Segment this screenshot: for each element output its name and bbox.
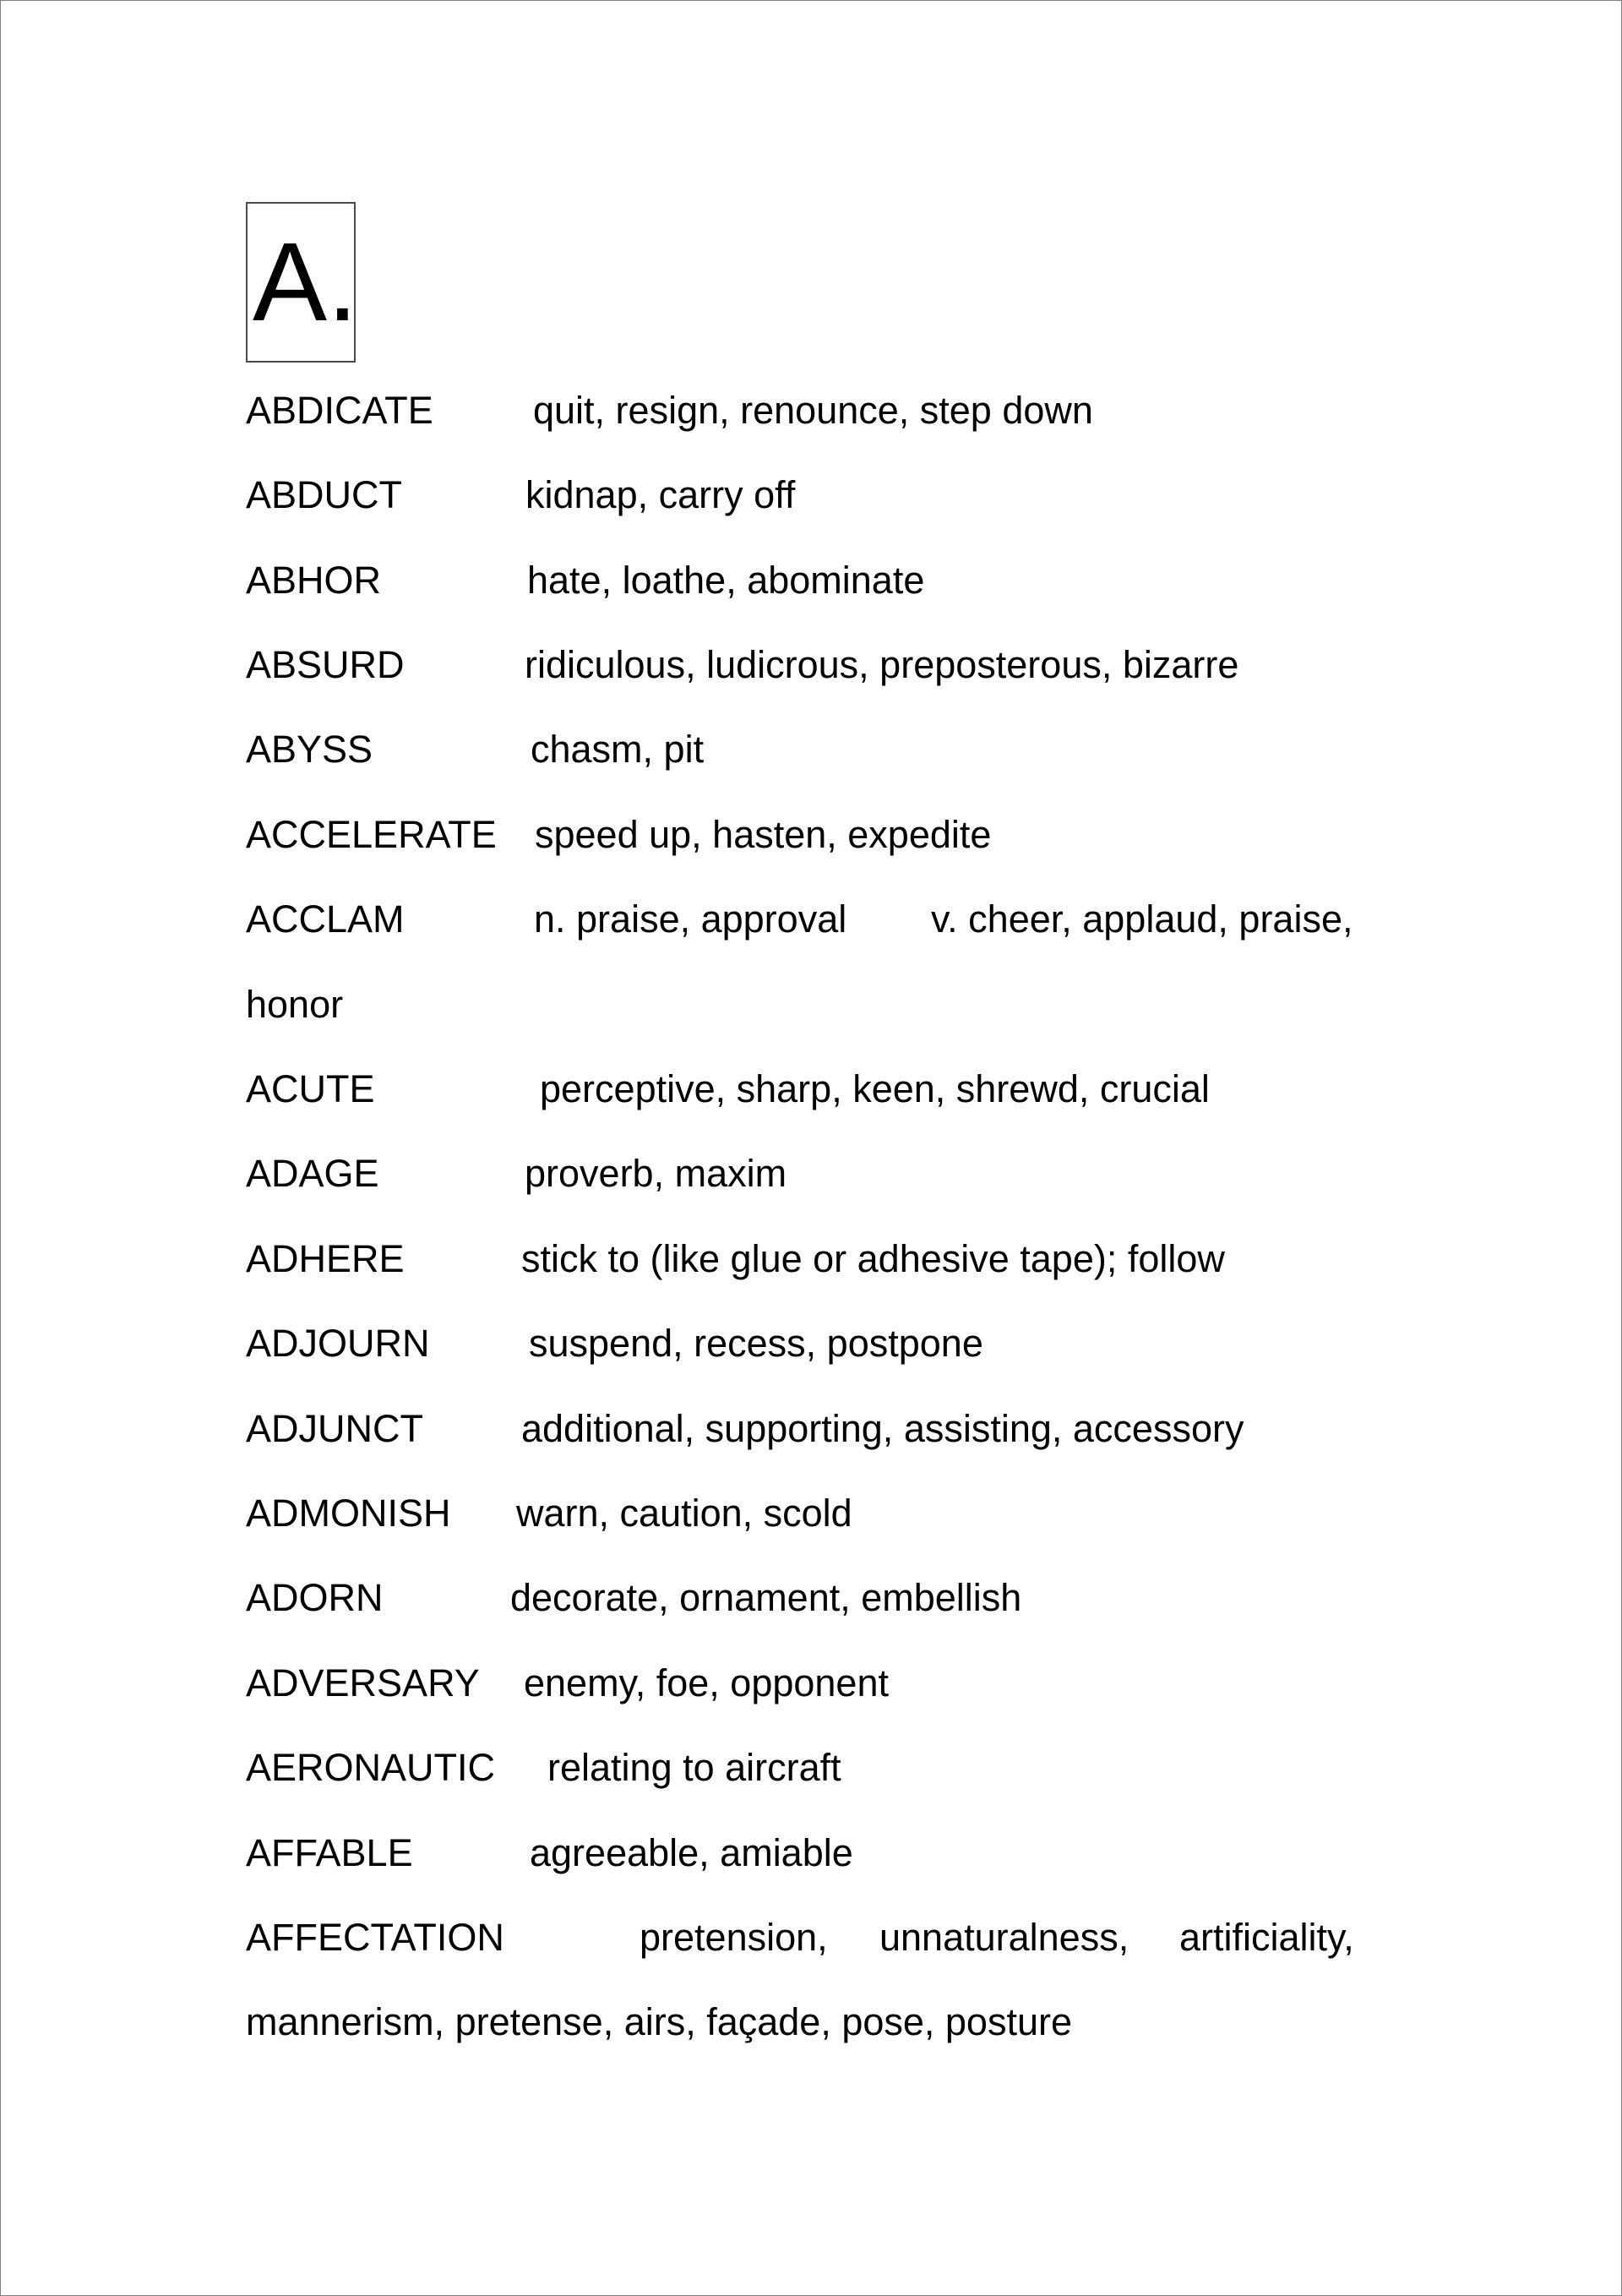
entry-term: ADJOURN [246,1322,430,1365]
entry-term: ADORN [246,1576,384,1619]
entry-term: ABYSS [246,728,373,771]
entry-definition: perceptive, sharp, keen, shrewd, crucial [540,1067,1210,1110]
entry-term: ADHERE [246,1237,405,1280]
entry-term: ABSURD [246,643,405,686]
entry-definition: relating to aircraft [547,1746,841,1789]
entry-term: ADVERSARY [246,1661,480,1704]
entry-definition: suspend, recess, postpone [529,1322,983,1365]
entry-term: AERONAUTIC [246,1746,496,1789]
entry-definition: decorate, ornament, embellish [510,1576,1022,1619]
entry-definition: ridiculous, ludicrous, preposterous, bizarre [525,643,1239,686]
entry-term: AFFECTATION [246,1916,504,1959]
section-letter-box [246,202,356,363]
entry-term: ADMONISH [246,1492,451,1535]
entry-continuation: mannerism, pretense, airs, façade, pose, posture [246,2000,1073,2043]
entry-term: ACCLAM [246,897,405,941]
entry-definition: agreeable, amiable [530,1831,853,1874]
entry-definition: pretension, [640,1916,828,1959]
entry-definition: stick to (like glue or adhesive tape); follow [521,1237,1225,1280]
entry-definition: enemy, foe, opponent [524,1661,889,1704]
entry-term: ABDUCT [246,473,403,516]
entry-term: ACUTE [246,1067,375,1110]
entry-term: ACCELERATE [246,813,497,856]
entry-term: ABHOR [246,559,382,602]
section-letter: A. [253,220,358,344]
entry-definition: quit, resign, renounce, step down [533,389,1093,432]
entry-definition-verb: v. cheer, applaud, praise, [931,897,1353,941]
entry-definition: kidnap, carry off [525,473,796,516]
entry-term: ADAGE [246,1152,379,1195]
entry-term: ADJUNCT [246,1407,423,1450]
entry-term: ABDICATE [246,389,433,432]
entry-definition: speed up, hasten, expedite [535,813,992,856]
entry-continuation: honor [246,983,344,1026]
entry-definition: chasm, pit [531,728,705,771]
entry-definition-part2: unnaturalness, [879,1916,1129,1959]
entry-definition: hate, loathe, abominate [527,559,925,602]
entry-definition: warn, caution, scold [516,1492,852,1535]
entry-definition: n. praise, approval [534,897,847,941]
entry-definition: additional, supporting, assisting, accessory [521,1407,1244,1450]
entry-term: AFFABLE [246,1831,413,1874]
entry-definition-part3: artificiality, [1179,1916,1354,1959]
entry-definition: proverb, maxim [525,1152,787,1195]
